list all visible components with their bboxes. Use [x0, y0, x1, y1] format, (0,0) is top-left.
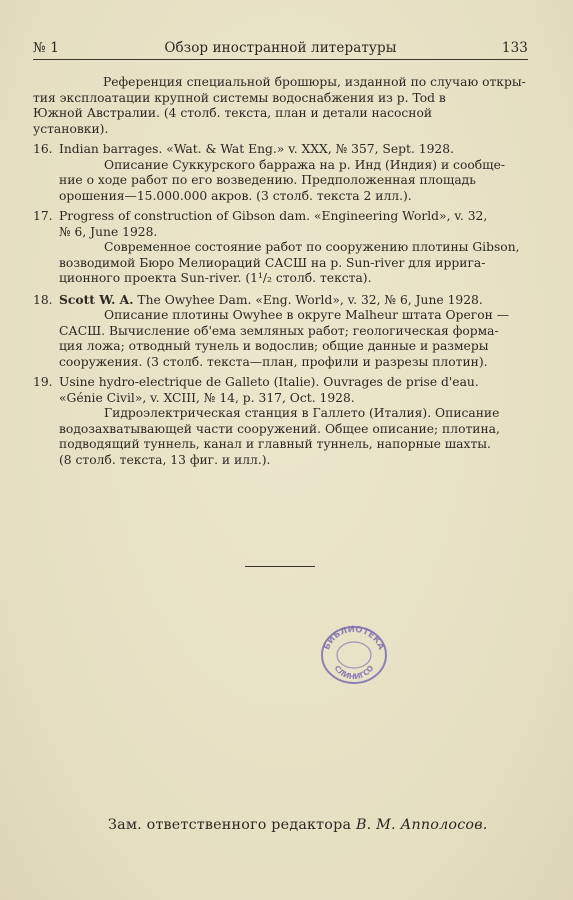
entry-description — [33, 406, 528, 468]
svg-text:СЛИНИГСО: СЛИНИГСО — [332, 663, 376, 682]
continued-line: тия эксплоатации крупной системы водоснабжения из р. Tod в — [33, 90, 446, 105]
continued-line: Южной Австралии. (4 столб. текста, план и детали насосной — [33, 106, 433, 120]
entry-description-line: Гидроэлектрическая станция в Галлето (Италия). Описание — [104, 406, 500, 420]
running-header — [33, 40, 528, 56]
editor-signature-line — [108, 817, 528, 833]
entry-description — [33, 308, 528, 370]
continued-entry-description — [33, 75, 528, 137]
entry-number: 16. — [33, 142, 53, 156]
entry-title: Indian barrages. «Wat. & Wat Eng.» v. XXX, № 357, Sept. 1928. — [59, 142, 454, 156]
header-rule — [33, 59, 528, 60]
library-stamp — [318, 623, 390, 685]
entry-title: Progress of construction of Gibson dam. «Engineering World», v. 32, — [59, 209, 488, 223]
entry-description-line: возводимой Бюро Мелиораций САСШ на р. Sun-river для ирригa- — [59, 255, 486, 270]
entry-description-line: сооружения. (3 столб. текста—план, профили и разрезы плотин). — [59, 354, 488, 369]
entry-description-line: водозахватывающей части сооружений. Общее описание; плотина, — [59, 421, 500, 436]
journal-section-title: Обзор иностранной литературы — [164, 40, 397, 56]
entry-description-line: подводящий туннель, канал и главный туннель, напорные шахты. — [59, 437, 491, 451]
entry-title-continued: № 6, June 1928. — [59, 224, 158, 239]
bibliography-entry — [33, 375, 528, 468]
entry-description-line: Описание плотины Owyhee в округе Malheur штата Орегон — — [104, 308, 510, 322]
entry-description-line: САСШ. Вычисление об'ема земляных работ; геологическая форма- — [59, 323, 499, 338]
bibliography-entry — [33, 142, 528, 204]
bibliography-list — [33, 75, 528, 468]
entry-description-line: ция ложа; отводный тунель и водослив; общие данные и размеры — [59, 339, 489, 353]
entry-description-line: Современное состояние работ по сооружению плотины Gibson, — [104, 240, 520, 254]
library-stamp-icon — [318, 623, 390, 685]
page-number: 133 — [501, 40, 528, 56]
entry-title-continued: «Génie Civil», v. XCIII, № 14, p. 317, Oct. 1928. — [59, 390, 355, 405]
svg-text:БИБЛИОТЕКА: БИБЛИОТЕКА — [322, 624, 386, 652]
entry-description-line: Описание Суккурского барража на р. Инд (Индия) и сообще- — [104, 157, 506, 172]
bibliography-entry — [33, 209, 528, 287]
continued-line: установки). — [33, 121, 109, 136]
entry-author: Scott W. A. — [59, 291, 134, 307]
bibliography-entry — [33, 292, 528, 371]
editor-name: В. М. Апполосов. — [355, 817, 488, 833]
entry-description-line: орошения—15.000.000 акров. (3 столб. текста 2 илл.). — [59, 188, 412, 203]
entry-description — [33, 158, 528, 205]
entry-title: The Owyhee Dam. «Eng. World», v. 32, № 6, June 1928. — [133, 292, 483, 307]
entry-number: 17. — [33, 209, 53, 223]
entry-number: 19. — [33, 375, 53, 389]
entry-description — [33, 240, 528, 287]
editor-label: Зам. ответственного редактора — [108, 817, 352, 833]
continued-line: Референция специальной брошюры, изданной по случаю откры- — [103, 75, 526, 89]
entry-description-line: ционного проекта Sun-river. (1¹/₂ столб. текста). — [59, 271, 372, 285]
entry-description-line: ние о ходе работ по его возведению. Предположенная площадь — [59, 173, 476, 187]
section-divider — [245, 566, 315, 567]
issue-number: № 1 — [33, 40, 59, 56]
entry-description-line: (8 столб. текста, 13 фиг. и илл.). — [59, 452, 271, 467]
entry-title: Usine hydro-electrique de Galleto (Italie). Ouvrages de prise d'eau. — [59, 375, 479, 389]
entry-number: 18. — [33, 292, 53, 307]
